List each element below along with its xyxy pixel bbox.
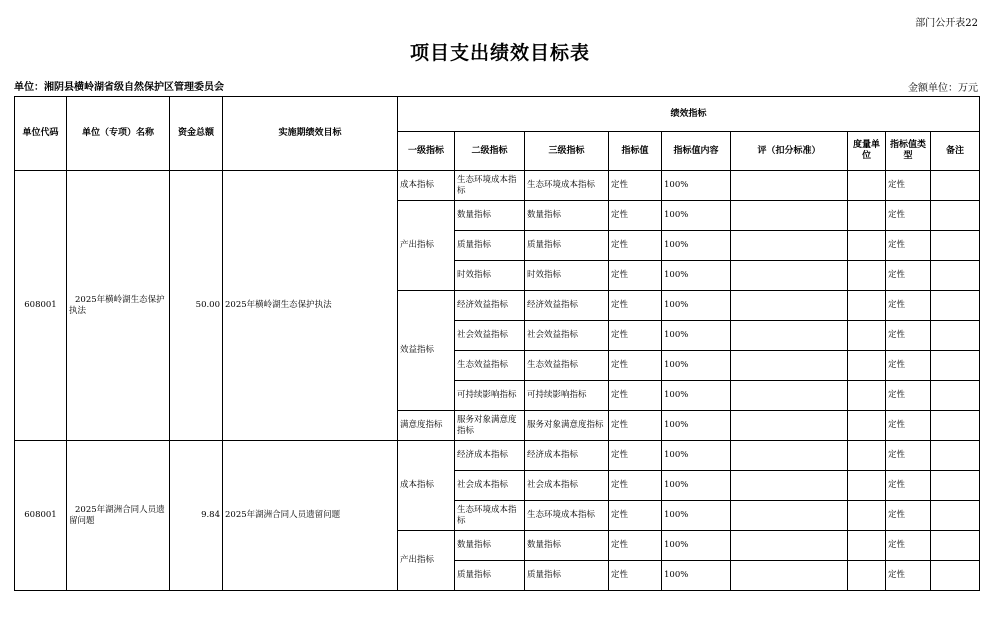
- value-type-cell: 定性: [886, 231, 931, 261]
- remark-cell: [931, 441, 980, 471]
- evaluation-cell: [731, 441, 848, 471]
- header-level3: 三级指标: [525, 132, 609, 171]
- measure-unit-cell: [848, 291, 886, 321]
- evaluation-cell: [731, 561, 848, 591]
- goal-cell: 2025年横岭湖生态保护执法: [223, 171, 398, 441]
- remark-cell: [931, 561, 980, 591]
- level3-cell: 生态环境成本指标: [525, 171, 609, 201]
- level3-cell: 生态环境成本指标: [525, 501, 609, 531]
- indicator-content-cell: 100%: [662, 411, 731, 441]
- level3-cell: 服务对象满意度指标: [525, 411, 609, 441]
- indicator-content-cell: 100%: [662, 201, 731, 231]
- measure-unit-cell: [848, 231, 886, 261]
- total-funds-cell: 9.84: [170, 441, 223, 591]
- measure-unit-cell: [848, 501, 886, 531]
- level3-cell: 经济成本指标: [525, 441, 609, 471]
- level2-cell: 生态效益指标: [455, 351, 525, 381]
- indicator-value-cell: 定性: [609, 381, 662, 411]
- indicator-content-cell: 100%: [662, 261, 731, 291]
- unit-line: 单位：湘阴县横岭湖省级自然保护区管理委员会: [14, 82, 224, 93]
- header-indicator-value: 指标值: [609, 132, 662, 171]
- level1-cell: 产出指标: [398, 531, 455, 591]
- value-type-cell: 定性: [886, 201, 931, 231]
- evaluation-cell: [731, 291, 848, 321]
- indicator-value-cell: 定性: [609, 231, 662, 261]
- indicator-value-cell: 定性: [609, 441, 662, 471]
- unit-code-cell: 608001: [15, 441, 67, 591]
- header-kpi: 绩效指标: [398, 97, 980, 132]
- indicator-value-cell: 定性: [609, 561, 662, 591]
- indicator-content-cell: 100%: [662, 321, 731, 351]
- measure-unit-cell: [848, 411, 886, 441]
- measure-unit-cell: [848, 201, 886, 231]
- level3-cell: 数量指标: [525, 201, 609, 231]
- value-type-cell: 定性: [886, 351, 931, 381]
- value-type-cell: 定性: [886, 171, 931, 201]
- performance-table: [14, 96, 980, 591]
- indicator-value-cell: 定性: [609, 291, 662, 321]
- header-indicator-content: 指标值内容: [662, 132, 731, 171]
- indicator-value-cell: 定性: [609, 321, 662, 351]
- indicator-value-cell: 定性: [609, 411, 662, 441]
- unit-code-cell: 608001: [15, 171, 67, 441]
- measure-unit-cell: [848, 441, 886, 471]
- measure-unit-cell: [848, 171, 886, 201]
- indicator-content-cell: 100%: [662, 171, 731, 201]
- evaluation-cell: [731, 381, 848, 411]
- indicator-value-cell: 定性: [609, 531, 662, 561]
- evaluation-cell: [731, 321, 848, 351]
- value-type-cell: 定性: [886, 531, 931, 561]
- indicator-content-cell: 100%: [662, 531, 731, 561]
- indicator-value-cell: 定性: [609, 201, 662, 231]
- indicator-content-cell: 100%: [662, 291, 731, 321]
- level1-cell: 效益指标: [398, 291, 455, 411]
- level3-cell: 经济效益指标: [525, 291, 609, 321]
- header-value-type: 指标值类型: [886, 132, 931, 171]
- level3-cell: 质量指标: [525, 561, 609, 591]
- level2-cell: 经济成本指标: [455, 441, 525, 471]
- remark-cell: [931, 321, 980, 351]
- indicator-content-cell: 100%: [662, 561, 731, 591]
- remark-cell: [931, 291, 980, 321]
- remark-cell: [931, 261, 980, 291]
- level2-cell: 社会效益指标: [455, 321, 525, 351]
- level2-cell: 质量指标: [455, 231, 525, 261]
- remark-cell: [931, 411, 980, 441]
- header-goal: 实施期绩效目标: [223, 97, 398, 171]
- remark-cell: [931, 501, 980, 531]
- money-unit: 金额单位：万元: [908, 83, 978, 94]
- value-type-cell: 定性: [886, 381, 931, 411]
- indicator-value-cell: 定性: [609, 351, 662, 381]
- measure-unit-cell: [848, 471, 886, 501]
- value-type-cell: 定性: [886, 501, 931, 531]
- header-total-funds: 资金总额: [170, 97, 223, 171]
- level2-cell: 生态环境成本指标: [455, 501, 525, 531]
- evaluation-cell: [731, 351, 848, 381]
- level1-cell: 成本指标: [398, 441, 455, 531]
- header-measure-unit: 度量单位: [848, 132, 886, 171]
- header-row-1: [15, 97, 980, 132]
- table-row: [15, 441, 980, 471]
- evaluation-cell: [731, 411, 848, 441]
- level2-cell: 经济效益指标: [455, 291, 525, 321]
- remark-cell: [931, 171, 980, 201]
- evaluation-cell: [731, 531, 848, 561]
- page-title: 项目支出绩效目标表: [409, 42, 590, 64]
- form-code: 部门公开表22: [915, 18, 978, 29]
- remark-cell: [931, 351, 980, 381]
- indicator-content-cell: 100%: [662, 471, 731, 501]
- evaluation-cell: [731, 471, 848, 501]
- value-type-cell: 定性: [886, 261, 931, 291]
- header-level1: 一级指标: [398, 132, 455, 171]
- level2-cell: 时效指标: [455, 261, 525, 291]
- value-type-cell: 定性: [886, 561, 931, 591]
- measure-unit-cell: [848, 261, 886, 291]
- remark-cell: [931, 531, 980, 561]
- indicator-value-cell: 定性: [609, 501, 662, 531]
- evaluation-cell: [731, 501, 848, 531]
- indicator-content-cell: 100%: [662, 231, 731, 261]
- header-evaluation: 评（扣分标准）: [731, 132, 848, 171]
- value-type-cell: 定性: [886, 321, 931, 351]
- level3-cell: 生态效益指标: [525, 351, 609, 381]
- remark-cell: [931, 471, 980, 501]
- evaluation-cell: [731, 201, 848, 231]
- level2-cell: 可持续影响指标: [455, 381, 525, 411]
- total-funds-cell: 50.00: [170, 171, 223, 441]
- level3-cell: 社会成本指标: [525, 471, 609, 501]
- indicator-value-cell: 定性: [609, 261, 662, 291]
- header-unit-code: 单位代码: [15, 97, 67, 171]
- evaluation-cell: [731, 171, 848, 201]
- level2-cell: 生态环境成本指标: [455, 171, 525, 201]
- remark-cell: [931, 231, 980, 261]
- indicator-content-cell: 100%: [662, 351, 731, 381]
- remark-cell: [931, 381, 980, 411]
- measure-unit-cell: [848, 381, 886, 411]
- level2-cell: 数量指标: [455, 531, 525, 561]
- level2-cell: 质量指标: [455, 561, 525, 591]
- level2-cell: 数量指标: [455, 201, 525, 231]
- level2-cell: 社会成本指标: [455, 471, 525, 501]
- table-row: [15, 171, 980, 201]
- level3-cell: 时效指标: [525, 261, 609, 291]
- project-name-cell: 2025年湖洲合同人员遗留问题: [67, 441, 170, 591]
- level3-cell: 质量指标: [525, 231, 609, 261]
- indicator-content-cell: 100%: [662, 441, 731, 471]
- level3-cell: 可持续影响指标: [525, 381, 609, 411]
- value-type-cell: 定性: [886, 471, 931, 501]
- level1-cell: 产出指标: [398, 201, 455, 291]
- level3-cell: 社会效益指标: [525, 321, 609, 351]
- table-body: [15, 171, 980, 591]
- indicator-content-cell: 100%: [662, 501, 731, 531]
- indicator-content-cell: 100%: [662, 381, 731, 411]
- measure-unit-cell: [848, 321, 886, 351]
- measure-unit-cell: [848, 561, 886, 591]
- value-type-cell: 定性: [886, 291, 931, 321]
- value-type-cell: 定性: [886, 441, 931, 471]
- project-name-cell: 2025年横岭湖生态保护执法: [67, 171, 170, 441]
- evaluation-cell: [731, 261, 848, 291]
- level3-cell: 数量指标: [525, 531, 609, 561]
- level2-cell: 服务对象满意度指标: [455, 411, 525, 441]
- value-type-cell: 定性: [886, 411, 931, 441]
- remark-cell: [931, 201, 980, 231]
- measure-unit-cell: [848, 531, 886, 561]
- indicator-value-cell: 定性: [609, 171, 662, 201]
- goal-cell: 2025年湖洲合同人员遗留问题: [223, 441, 398, 591]
- level1-cell: 满意度指标: [398, 411, 455, 441]
- header-remark: 备注: [931, 132, 980, 171]
- indicator-value-cell: 定性: [609, 471, 662, 501]
- header-unit-project-name: 单位（专项）名称: [67, 97, 170, 171]
- evaluation-cell: [731, 231, 848, 261]
- level1-cell: 成本指标: [398, 171, 455, 201]
- header-level2: 二级指标: [455, 132, 525, 171]
- measure-unit-cell: [848, 351, 886, 381]
